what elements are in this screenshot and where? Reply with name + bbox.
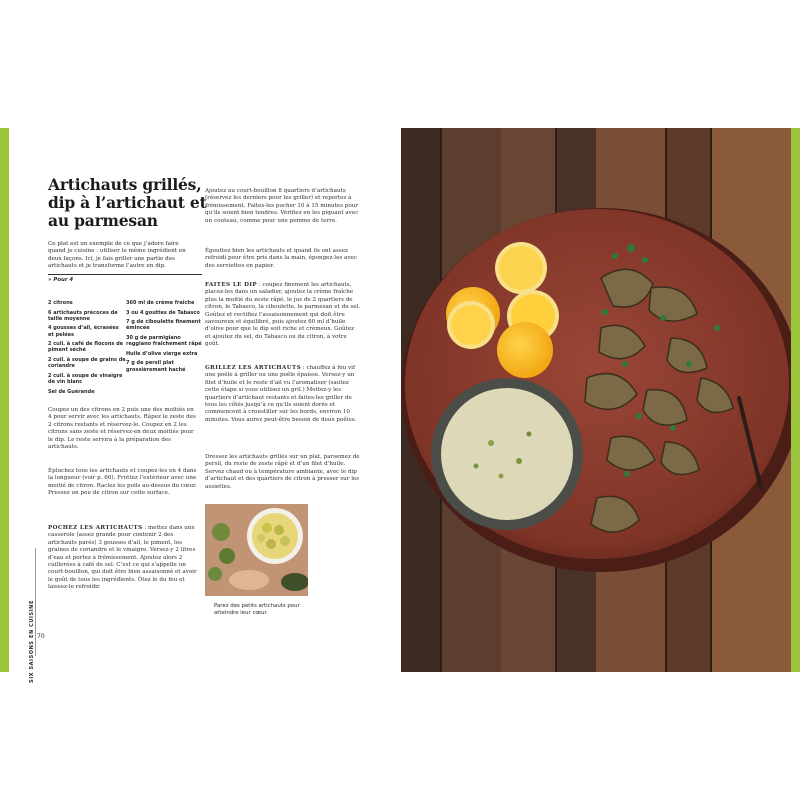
step-text: : chauffez à feu vif une poêle à griller ou une poêle épaisse. Versez-y un filet d’huile et le reste d’ail vu l’aromatiser (sautez cette étape si vous utilisez un gril.) Mettez-y les quartiers d’artichaut restants et faites-les griller de tous les côtés jusqu’à ce qu’ils soient dorés et commencent à croustiller sur les bords, environ 10 minutes. Vous aurez peut-être besoin de deux poêles. bbox=[205, 365, 357, 423]
ingredient-item: 6 artichauts précoces de taille moyenne bbox=[48, 309, 118, 322]
step-heading: POCHEZ LES ARTICHAUTS bbox=[48, 525, 143, 531]
photo-caption: Parez des petits artichauts pour atteindre leur cœur. bbox=[214, 603, 300, 616]
left-page bbox=[9, 128, 401, 683]
ingredient-item: 7 g de ciboulette finement émincée bbox=[126, 319, 201, 332]
method-paragraph: Dressez les artichauts grillés sur un plat, parsemez de persil, du reste de zeste râpé et d’un filet d’huile. Servez chaud ou à température ambiante, avec le dip d’artichaut et des quartiers de citron à presser sur les assiettes. bbox=[205, 454, 360, 490]
serves-label: » Pour 4 bbox=[48, 277, 74, 283]
ingredient-item: 4 gousses d’ail, écrasées et pelées bbox=[48, 325, 119, 338]
artichoke-prep-photo bbox=[205, 504, 308, 596]
ingredient-item: 2 citrons bbox=[48, 300, 73, 306]
left-page-edge bbox=[0, 128, 9, 672]
method-paragraph bbox=[205, 282, 361, 349]
dish-photo bbox=[401, 128, 791, 672]
ingredient-item: Huile d’olive vierge extra bbox=[126, 350, 198, 357]
ingredient-item: 2 cuil. à café de flocons de piment séché bbox=[48, 341, 124, 354]
method-paragraph bbox=[48, 525, 198, 592]
recipe-intro: Ce plat est un exemple de ce que j’adore faire quand je cuisine : utiliser le même ingrédient en deux façons. Ici, je fais griller une partie des artichauts et je transforme l’autre en dip. bbox=[48, 241, 186, 270]
book-title-running-head: SIX SAISONS EN CUISINE bbox=[29, 600, 35, 683]
ingredient-item: 360 ml de crème fraîche bbox=[126, 300, 195, 306]
method-paragraph: Coupez un des citrons en 2 puis une des moitiés en 4 pour servir avec les artichauts. Râpez le zeste des 2 citrons restants et réservez-le. Coupez en 2 les citrons sans zeste et réservez-en deux moitiés pour le dip. Le reste servira à la préparation des artichauts. bbox=[48, 407, 196, 451]
ingredient-item: 3 ou 4 gouttes de Tabasco bbox=[126, 309, 200, 316]
ingredient-item: 7 g de persil plat grossièrement haché bbox=[126, 360, 186, 373]
step-heading: GRILLEZ LES ARTICHAUTS bbox=[205, 365, 302, 371]
page-number: 70 bbox=[37, 633, 45, 640]
method-paragraph: Épluchez tous les artichauts et coupez-les en 4 dans la longueur (voir p. 66). Frottez l’extérieur avec une moitié de citron. Raclez les poils au-dessus du cœur. Pressez un peu de citron sur cette surface. bbox=[48, 468, 197, 497]
margin-rule bbox=[35, 548, 36, 656]
ingredient-item: 2 cuil. à soupe de grains de coriandre bbox=[48, 356, 126, 370]
book-spread bbox=[0, 128, 800, 683]
method-paragraph: Égouttez bien les artichauts et quand ils ont assez refroidi pour être pris dans la main, épongez-les avec des serviettes en papier. bbox=[205, 248, 357, 269]
step-heading: FAITES LE DIP bbox=[205, 282, 258, 288]
ingredients-right bbox=[126, 300, 206, 376]
step-text: : mettez dans une casserole (assez grande pour contenir 2 des artichauts parés) 3 gousses d’ail, le piment, les graines de coriandre et le vinaigre. Versez-y 2 litres d’eau et portez à frémissement. Ajoutez alors 2 cuillerées à café de sel. C’est ce qui s’appelle un court-bouillon, qui doit être bien assaisonné et avoir le goût de tous les ingrédients. Ôtez le du feu et laissez-le refroidir. bbox=[48, 525, 197, 591]
method-paragraph bbox=[205, 365, 361, 424]
ingredient-item: 30 g de parmigiano reggiano fraîchement râpé bbox=[126, 334, 202, 348]
step-text: : coupez finement les artichauts, placez-les dans un saladier, ajoutez la crème fraîche plus la moitié du zeste râpé, le jus de 2 quartiers de citron, le Tabasco, la ciboulette, le parmesan et du sel. Goûtez et rectifiez l’assaisonnement qui doit être savoureux et équilibré, puis ajoutez 60 ml d’huile d’olive pour que le dip soit riche et crémeux. Goûtez et ajoutez du sel, du Tabasco ou du citron, à votre goût. bbox=[205, 282, 361, 348]
right-page-edge bbox=[791, 128, 800, 672]
ingredient-item: Sel de Guérande bbox=[48, 388, 95, 395]
ingredients-left bbox=[48, 300, 126, 398]
ingredient-item: 2 cuil. à soupe de vinaigre de vin blanc bbox=[48, 372, 123, 385]
method-paragraph: Ajoutez au court-bouillon 8 quartiers d’artichauts (réservez les derniers pour les griller) et reportez à frémissement. Faites-les pocher 10 à 15 minutes pour qu’ils soient bien tendres. Vérifiez en les piquant avec un couteau, comme pour une pomme de terre. bbox=[205, 188, 359, 224]
recipe-title: Artichauts grillés, dip à l’artichaut et au parmesan bbox=[48, 175, 207, 230]
divider bbox=[48, 274, 202, 275]
